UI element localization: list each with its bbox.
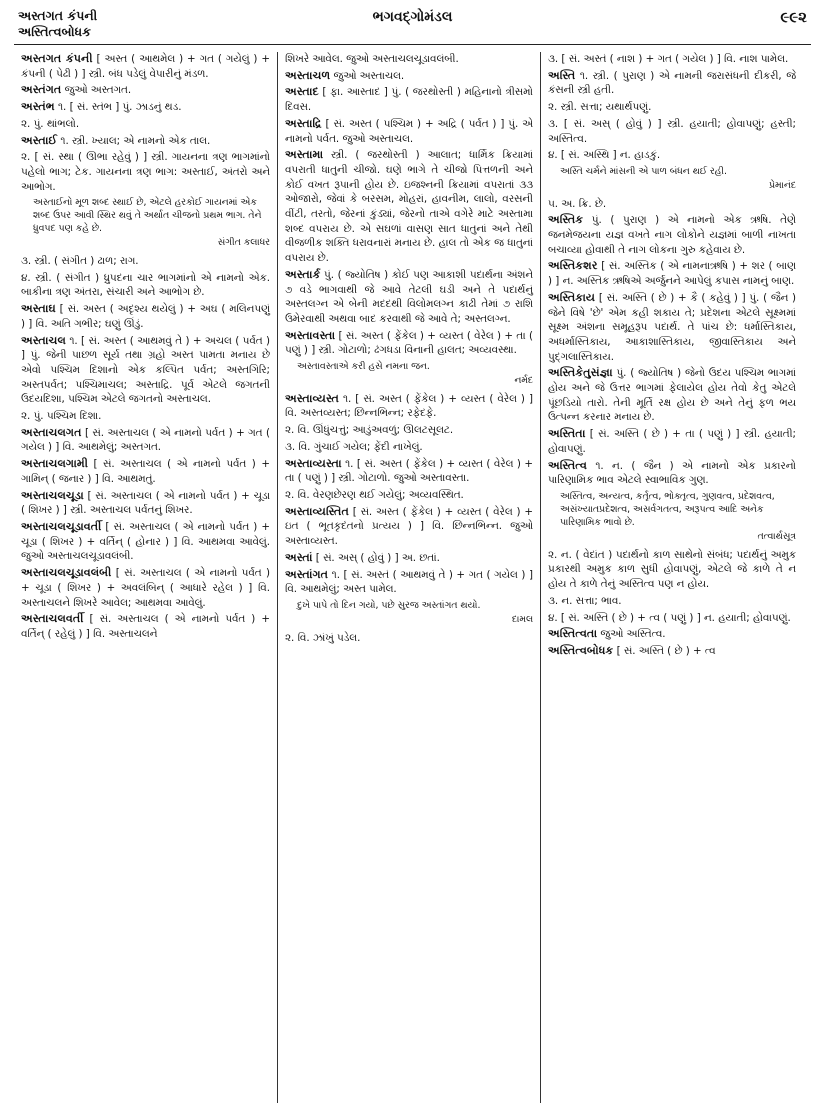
definition-text: [ સં. અસ્તાચલ ( એ નામનો પર્વત ) + વર્તિન્ ( રહેલું ) ] વિ. અસ્તાચલને: [21, 613, 270, 640]
headword: અસ્તાચલવર્તી: [21, 612, 84, 626]
definition-text: ૧. [ સં. અસ્ત ( આથમવું તે ) + અચલ ( પર્વત ) ] પું. જેની પાછળ સૂર્ય તથા ગ્રહો અસ્ત પામતા મનાય છે એવો પશ્ચિમ દિશાનો એક કલ્પિત પર્વત; અસ્તગિરિ; અસ્તપર્વત; પશ્ચિમાચલ; અસ્તાદ્રિ. પૂર્વ એટલે જગતની ઉદયદિશા, પશ્ચિમ એટલે જગતનો અસ્તાચલ.: [21, 334, 270, 406]
headword: અસ્તંગત: [21, 83, 62, 97]
quotation-source: પ્રેમાનંદ: [769, 179, 796, 191]
definition-text: [ સં. અસ્ત ( પશ્ચિમ ) + અદ્રિ ( પર્વત ) ] પું. એ નામનો પર્વત. જુઓ અસ્તાચલ.: [285, 117, 533, 145]
page-number: ૯૯૨: [780, 8, 807, 26]
dictionary-entry: [548, 69, 796, 98]
dictionary-entry: [21, 334, 270, 408]
dictionary-entry: [21, 426, 270, 455]
guide-word-first: અસ્તગત કંપની: [18, 8, 98, 23]
column-1: [14, 52, 277, 1103]
entry-sense: [285, 423, 533, 438]
definition-text: શિખરે આવેલ. જુઓ અસ્તાચલચૂડાવલંબી.: [285, 53, 459, 65]
entry-sense: [21, 409, 270, 424]
headword: અસ્તિત્વબોધક: [548, 643, 614, 657]
definition-text: જુઓ અસ્તાચલ.: [330, 69, 405, 82]
definition-text: પું. ( જ્યોતિષ ) કોઈ પણ આકાશી પદાર્થના અંશને ૭ વડે ભાગવાથી જે આવે તેટલી ઘડી અને તે પદાર્થનું અસ્તલગ્ન એ બેની મદદથી વિલોમલગ્ન કાઢી તેમાં ૭ રાશિ ઉમેરવાથી અથવા બાદ કરવાથી જે આવે તે; અસ્તલગ્ન.: [285, 268, 533, 325]
definition-text: ૧. સ્ત્રી. ( પુરાણ ) એ નામની જરાસંધની દીકરી, જે કંસની સ્ત્રી હતી.: [548, 69, 796, 97]
dictionary-entry: [548, 459, 796, 488]
definition-text: ૨. વિ. વેરણછેરણ થઈ ગયેલું; અવ્યવસ્થિત.: [285, 488, 464, 501]
headword: અસ્તાચલગામી: [21, 457, 88, 471]
entry-sense: [21, 254, 270, 269]
definition-text: [ સં. અસ્તાચલ ( એ નામનો પર્વત ) + ચૂડા ( શિખર ) + વર્તિન્ ( હોનાર ) ] વિ. આથમવા આવેલું. જુઓ અસ્તાચલચૂડાવલંબી.: [21, 520, 270, 563]
definition-text: [ સં. અસ્તાચલ ( એ નામનો પર્વત ) + ગામિન્ ( જનાર ) ] વિ. આથમતું.: [21, 458, 270, 485]
header-rule: [14, 44, 811, 45]
definition-text: ૪. સ્ત્રી. ( સંગીત ) ધ્રુપદના ચાર ભાગમાંનો એ નામનો એક. બાકીના ત્રણ અંતરા, સંચારી અને આભોગ છે.: [21, 271, 270, 299]
quotation: દુખે પાપે તો દિન ગયો, પછે સુરજ અસ્તાંગત થયો.: [297, 599, 481, 611]
definition-text: ૧. [ સં. અસ્ત ( ફેંકેલ ) + વ્યસ્ત ( વેરેલ ) ] વિ. અસ્તવ્યસ્ત; છિન્નભિન્ન; રફેદફે.: [285, 392, 533, 420]
column-3: [540, 52, 803, 1103]
dictionary-entry: [285, 329, 533, 358]
headword: અસ્તિકશર: [548, 259, 598, 273]
dictionary-entry: [285, 392, 533, 421]
column-2: [277, 52, 540, 1103]
headword: અસ્તગત કંપની: [21, 52, 93, 65]
headword: અસ્તાવ્યસ્તિત: [285, 504, 349, 518]
dictionary-entry: [21, 134, 270, 149]
definition-text: ૨. [ સં. સ્થા ( ઊભા રહેવું ) ] સ્ત્રી. ગાયનના ત્રણ ભાગમાંનો પહેલો ભાગ; ટેક. ગાયનના ત્રણ ભાગ: અસ્તાઈ, અંતરો અને આભોગ.: [21, 151, 270, 193]
definition-text: [ સં. અસ્ત ( ફેંકેલ ) + વ્યસ્ત ( વેરેલ ) + તા ( પણું ) ] સ્ત્રી. ગોટાળો; ઢંગધડા વિનાની હાલત; અવ્યવસ્થા.: [285, 329, 533, 357]
definition-text: [ સં. અસ્તિક ( એ નામનાઋષિ ) + શર ( બાણ ) ] ન. અસ્તિક ઋષિએ અર્જુનને આપેલું કપાસ નામનું બાણ.: [548, 260, 796, 288]
quotation: અસ્તિ ચર્મને માંસની એ પાળ બંધન થઈ રહી.: [560, 165, 727, 177]
definition-text: પું. ( પુરાણ ) એ નામનો એક ઋષિ. તેણે જનમેજયના યજ્ઞ વખતે નાગ લોકોને યજ્ઞમાં બાળી નાખતા બચાવ્યા હોવાથી તે નાગ લોકના ગુરુ કહેવાય છે.: [548, 214, 796, 256]
page-header: [14, 6, 811, 46]
entry-sense: [21, 271, 270, 300]
definition-text: ૨. સ્ત્રી. સત્તા; યથાર્થપણું.: [548, 101, 652, 114]
headword: અસ્તાદ્રિ: [285, 116, 322, 130]
definition-text: ૨. વિ. ઊંધુંચત્તું; આડુંઅવળું; ઊલટસૂલટ.: [285, 424, 454, 437]
headword: અસ્તાચલચૂડા: [21, 488, 84, 502]
entry-sense: [21, 117, 270, 132]
headword: અસ્તાંગત: [285, 567, 329, 581]
definition-text: ૩. વિ. ગુંચાઈ ગયેલ; ફેંદી નાખેલું.: [285, 440, 423, 453]
dictionary-entry: [548, 291, 796, 365]
definition-text: [ સં. અસ્ત ( અદૃશ્ય થયેલું ) + અઘ ( મલિનપણું ) ] વિ. અતિ ગભીર; ઘણું ઊંડું.: [21, 303, 270, 330]
definition-text: [ સં. અસ્તિ ( છે ) + ત્વ: [613, 644, 716, 657]
entry-sense: [548, 611, 796, 626]
dictionary-entry: [285, 117, 533, 146]
entry-sense: [548, 100, 796, 115]
dictionary-entry: [285, 457, 533, 486]
definition-text: ૨. પું. થાંભલો.: [21, 117, 80, 130]
dictionary-entry: [285, 505, 533, 549]
entry-sense: [548, 197, 796, 212]
entry-sense: [21, 150, 270, 194]
dictionary-entry: [548, 627, 796, 642]
headword: અસ્તિતા: [548, 427, 586, 441]
definition-text: [ સં. અસ્તાચલ ( એ નામનો પર્વત ) + ચૂડા ( શિખર ) ] સ્ત્રી. અસ્તાચલ પર્વતનું શિખર.: [21, 489, 270, 517]
definition-text: ૪. [ સં. અસ્તિ ( છે ) + ત્વ ( પણું ) ] ન. હયાતી; હોવાપણું.: [548, 611, 791, 624]
dictionary-entry: [21, 83, 270, 98]
quotation-source: સંગીત કલાધર: [217, 237, 270, 249]
headword: અસ્તિક: [548, 213, 584, 227]
entry-sense: [548, 594, 796, 609]
headword: અસ્તિ: [548, 68, 576, 82]
dictionary-entry: [285, 268, 533, 327]
dictionary-entry: [285, 69, 533, 84]
dictionary-entry: [21, 489, 270, 518]
dictionary-entry: [548, 427, 796, 456]
headword: અસ્તિત્વ: [548, 458, 587, 472]
dictionary-entry: [548, 644, 796, 659]
quotation: અસ્તાવસ્તાએ કરી હસે નમના જન.: [297, 361, 430, 373]
definition-text: જુઓ અસ્તગત.: [61, 84, 132, 97]
dictionary-entry: [285, 551, 533, 566]
definition-text: [ સં. અસ્ ( હોવું ) ] અ. છતાં.: [312, 551, 440, 564]
headword: અસ્તાચલચૂડાવર્તી: [21, 519, 102, 533]
entry-sense: [548, 52, 796, 67]
definition-text: ૧. [ સં. સ્તંભ ] પું. ઝાડનું થડ.: [54, 101, 182, 114]
quotation: અસ્તાઈનો મૂળ શબ્દ સ્થાઈ છે, એટલે હરકોઈ ગાયનમાં એક શબ્દ ઉપર આવી સ્થિર થવું તે અર્થાત ચીજનો પ્રથમ ભાગ. તેને ધ્રુવપદ પણ કહે છે.: [33, 197, 262, 235]
entry-sense: [548, 548, 796, 592]
headword: અસ્તાચલચૂડાવલંબી: [21, 566, 112, 580]
headword: અસ્તાચલગત: [21, 425, 82, 439]
definition-text: [ અસ્ત ( આથમેલ ) + ગત ( ગયેલું ) + કંપની ( પેઢી ) ] સ્ત્રી. બંધ પડેલું વેપારીનું મંડળ.: [21, 53, 270, 80]
headword: અસ્તાવસ્તા: [285, 328, 336, 342]
headword: અસ્તાઈ: [21, 133, 58, 147]
headword: અસ્તામા: [285, 148, 324, 162]
quotation-source: તત્વાર્થસૂત્ર: [757, 530, 796, 542]
definition-text: ૩. [ સં. અસ્તં ( નાશ ) + ગત ( ગયેલ ) ] વિ. નાશ પામેલ.: [548, 53, 789, 65]
headword: અસ્તિત્વતા: [548, 627, 598, 641]
definition-text: ૨. પું. પશ્ચિમ દિશા.: [21, 410, 102, 423]
headword: અસ્તાદ: [285, 85, 319, 99]
headword: અસ્તાવ્યસ્તા: [285, 456, 342, 470]
headword: અસ્તાર્ક: [285, 267, 321, 281]
definition-text: [ સં. અસ્તિ ( છે ) + કૈ ( કહેવું ) ] પું. ( જૈન ) જેને વિષે 'છે' એમ કહી શકાય તે; પ્રદેશના એટલે સૂક્ષ્મમાં સૂક્ષ્મ અંશના સમૂહરૂપ પદાર્થ. તે પાંચ છે: ધર્માસ્તિકાય, અધર્માસ્તિકાય, આકાશાસ્તિકાય, જીવાસ્તિકાય અને પુદ્ગલાસ્તિકાય.: [548, 291, 796, 363]
entry-sense: [285, 52, 533, 67]
headword: અસ્તાચલ: [21, 333, 66, 347]
definition-text: ૩. સ્ત્રી. ( સંગીત ) ઢાળ; રાગ.: [21, 255, 139, 268]
definition-text: [ સં. અસ્તાચલ ( એ નામનો પર્વત ) + ચૂડા ( શિખર ) + અવલંબિન્ ( આધારે રહેલ ) ] વિ. અસ્તાચલને શિખરે આવેલ; આથમવા આવેલું.: [21, 567, 270, 609]
headword: અસ્તાચળ: [285, 68, 331, 82]
dictionary-entry: [285, 148, 533, 266]
definition-text: સ્ત્રી. ( જરથોસ્તી ) આલાત; ધાર્મિક ક્રિયામાં વપરાતી ધાતુની ચીજો. ઘણે ભાગે તે ચીજો પિત્તળની અને કોઈ વખત રૂપાની હોય છે. ઇજશ્નની ક્રિયામાં વપરાતાં ૩૩ ઓજારો, જેવાં કે બરસમ, મોહરાં, હાવનીમ, લાલો, વરસની વીંટી, તરતો, જેરનાં કુંડ્યાં, જેરનો તાએ વગેરે માટે અસ્તામા શબ્દ વપરાય છે. એ સઘળાં વાસણ સાત ધાતુનાં અને તેથી વીજળીક શક્તિ ધરાવનારાં મનાય છે. હાલ તો એક જ ધાતુનાં વપરાય છે.: [285, 149, 533, 265]
entry-sense: [548, 117, 796, 146]
definition-text: પું. ( જ્યોતિષ ) જેનો ઉદય પશ્ચિમ ભાગમાં હોય અને જે ઉત્તર ભાગમાં ફેલાયેલ હોય તેવો કેતુ એટલે પૂંછડિયો તારો. તેની મૂર્તિ રક્ષ હોય છે અને તેનું ફળ ભય ઉત્પન્ન કરનાર મનાય છે.: [548, 367, 796, 424]
headword: અસ્તાઘ: [21, 302, 56, 316]
entry-sense: [285, 440, 533, 455]
dictionary-entry: [21, 520, 270, 564]
definition-text: જુઓ અસ્તિત્વ.: [597, 628, 666, 641]
definition-text: [ સં. અસ્તાચલ ( એ નામનો પર્વત ) + ગત ( ગયેલ ) ] વિ. આથમેલું; અસ્તગત.: [21, 426, 270, 454]
definition-text: ૧. [ સં. અસ્ત ( ફેંકેલ ) + વ્યસ્ત ( વેરેલ ) + તા ( પણું ) ] સ્ત્રી. ગોટાળો. જુઓ અસ્તાવસ્તા.: [285, 457, 533, 485]
dictionary-entry: [285, 85, 533, 114]
quotation: અસ્તિત્વ, અન્યત્વ, કર્તૃત્વ, ભોક્તૃત્વ, ગુણવત્વ, પ્રદેશવત્વ, અસંખ્યાતપ્રદેશત્વ, અસર્વગતત્વ, અરૂપત્વ આદિ અનેક પારિણામિક ભાવો છે.: [560, 490, 775, 528]
definition-text: ૫. અ. ક્રિ. છે.: [548, 197, 607, 210]
headword: અસ્તિકાય: [548, 290, 596, 304]
definition-text: ૩. [ સં. અસ્ ( હોવું ) ] સ્ત્રી. હયાતી; હોવાપણું; હસ્તી; અસ્તિત્વ.: [548, 117, 796, 145]
dictionary-entry: [21, 100, 270, 115]
dictionary-entry: [548, 213, 796, 257]
dictionary-entry: [548, 366, 796, 425]
definition-text: ૨. ન. ( વેદાંત ) પદાર્થનો કાળ સાથેનો સંબંધ; પદાર્થનું અમુક પ્રકારથી અમુક કાળ સુધી હોવાપણું, એટલે જે કાળે તે ન હોય તે કાળે તેનું અસ્તિત્વ પણ ન હોય.: [548, 548, 796, 591]
entry-sense: [285, 631, 533, 646]
dictionary-entry: [21, 457, 270, 486]
entry-sense: [285, 488, 533, 503]
dictionary-entry: [548, 259, 796, 288]
quotation-source: દામલ: [511, 613, 533, 625]
headword: અસ્તાં: [285, 550, 313, 564]
quotation-source: નર્મદ: [514, 375, 533, 387]
dictionary-entry: [21, 566, 270, 610]
definition-text: ૧. ન. ( જૈન ) એ નામનો એક પ્રકારનો પારિણામિક ભાવ એટલે સ્વાભાવિક ગુણ.: [548, 459, 796, 487]
definition-text: ૧. સ્ત્રી. ખ્યાલ; એ નામનો એક તાલ.: [57, 134, 211, 147]
definition-text: [ ફા. આસ્તાદ ] પું. ( જરથોસ્તી ) મહિનાનો ત્રીસમો દિવસ.: [285, 86, 533, 114]
headword: અસ્તિકેતુસંજ્ઞા: [548, 366, 613, 380]
definition-text: [ સં. અસ્તિ ( છે ) + તા ( પણું ) ] સ્ત્રી. હયાતી; હોવાપણું.: [548, 428, 796, 455]
dictionary-entry: [285, 568, 533, 597]
dictionary-entry: [21, 52, 270, 81]
definition-text: ૨. વિ. ઝાંખું પડેલ.: [285, 631, 361, 644]
definition-text: ૪. [ સં. અસ્થિ ] ન. હાડકું.: [548, 149, 661, 162]
dictionary-columns: [14, 52, 811, 1103]
headword: અસ્તંભ: [21, 100, 55, 114]
dictionary-entry: [21, 612, 270, 641]
entry-sense: [548, 148, 796, 163]
header-title: ભગવદ્ગોમંડલ: [372, 9, 453, 25]
dictionary-entry: [21, 302, 270, 331]
definition-text: ૧. [ સં. અસ્તં ( આથમવું તે ) + ગત ( ગયેલ ) ] વિ. આથમેલું; અસ્ત પામેલ.: [285, 568, 533, 596]
definition-text: [ સં. અસ્ત ( ફેંકેલ ) + વ્યસ્ત ( વેરેલ ) + ઇત ( ભૂતકૃદંતનો પ્રત્યય ) ] વિ. છિન્નભિન્ન. જુઓ અસ્તાવ્યસ્ત.: [285, 505, 533, 548]
headword: અસ્તાવ્યસ્ત: [285, 391, 339, 405]
guide-word-last: અસ્તિત્વબોધક: [18, 24, 91, 39]
definition-text: ૩. ન. સત્તા; ભાવ.: [548, 594, 622, 607]
